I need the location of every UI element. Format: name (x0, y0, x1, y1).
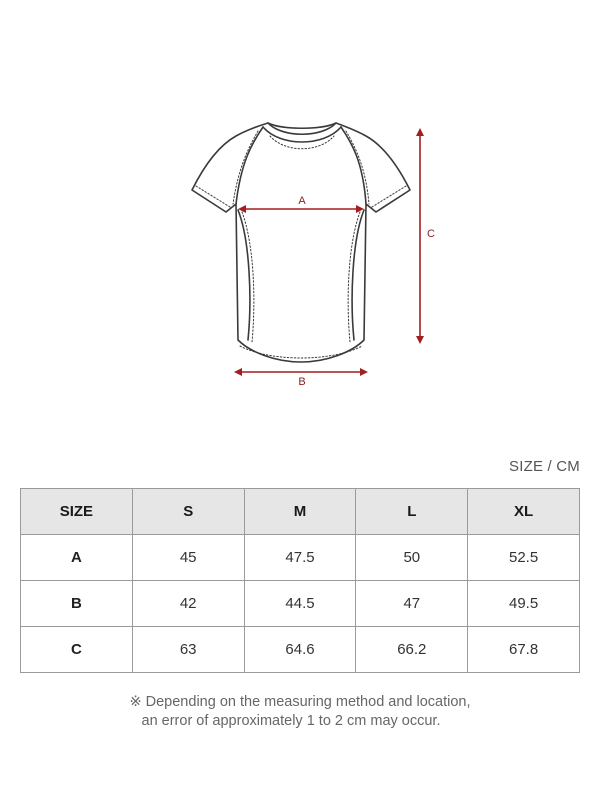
table-row (21, 627, 580, 673)
table-cell: 66.2 (356, 627, 468, 673)
side-seam-right (352, 210, 364, 340)
table-cell: 45 (132, 535, 244, 581)
table-cell: 63 (132, 627, 244, 673)
table-row (21, 535, 580, 581)
side-seam-left (238, 210, 250, 340)
unit-label: SIZE / CM (509, 458, 580, 475)
tshirt-outline (192, 123, 410, 362)
note-line-1: ※ Depending on the measuring method and location, (129, 694, 471, 710)
table-cell: 47.5 (244, 535, 356, 581)
table-cell: 47 (356, 581, 468, 627)
note-line-2: an error of approximately 1 to 2 cm may occur. (141, 713, 441, 729)
raglan-seam-right (341, 127, 366, 204)
raglan-seam-left (236, 127, 263, 204)
size-column-header: M (244, 489, 356, 535)
table-cell: 67.8 (468, 627, 580, 673)
size-header-cell: SIZE (21, 489, 133, 535)
measurement-label: A (21, 535, 133, 581)
table-cell: 52.5 (468, 535, 580, 581)
size-chart-table (20, 488, 580, 673)
measurement-label: B (21, 581, 133, 627)
table-cell: 50 (356, 535, 468, 581)
table-header-row (21, 489, 580, 535)
measure-c-label: C (427, 228, 435, 240)
table-cell: 64.6 (244, 627, 356, 673)
measure-a-label: A (298, 195, 306, 207)
size-column-header: L (356, 489, 468, 535)
table-cell: 42 (132, 581, 244, 627)
size-column-header: S (132, 489, 244, 535)
measure-b-label: B (298, 376, 306, 388)
table-row (21, 581, 580, 627)
table-cell: 49.5 (468, 581, 580, 627)
measurement-note (0, 693, 600, 731)
size-column-header: XL (468, 489, 580, 535)
table-cell: 44.5 (244, 581, 356, 627)
tshirt-illustration (192, 123, 410, 362)
measurement-label: C (21, 627, 133, 673)
